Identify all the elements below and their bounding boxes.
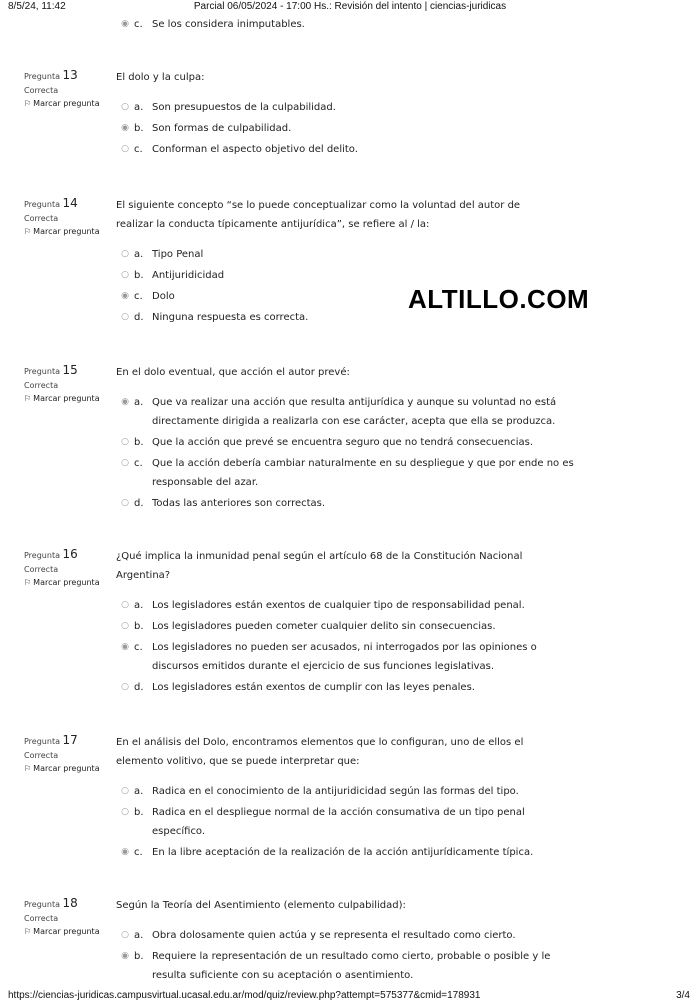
radio-icon[interactable]: ○	[121, 786, 129, 796]
radio-selected-icon[interactable]: ◉	[121, 642, 129, 652]
radio-icon[interactable]: ○	[121, 249, 129, 259]
question-info	[24, 196, 104, 236]
option-letter: c.	[134, 19, 143, 30]
option-letter: b.	[134, 621, 144, 632]
question-number: 18	[62, 896, 78, 910]
answer-option[interactable]	[120, 678, 580, 697]
option-letter: c.	[134, 847, 143, 858]
answer-option[interactable]	[120, 782, 580, 801]
option-text: Requiere la representación de un resultado como cierto, probable o posible y le resulta suficiente con su aceptación o asentimiento.	[152, 951, 551, 981]
question-number: 13	[62, 68, 78, 82]
radio-icon[interactable]: ○	[121, 807, 129, 817]
radio-icon[interactable]: ○	[121, 682, 129, 692]
answer-option[interactable]	[120, 98, 580, 117]
question-text: ¿Qué implica la inmunidad penal según el artículo 68 de la Constitución Nacional Argentina?	[116, 551, 523, 581]
answer-option[interactable]	[120, 926, 580, 945]
option-text: Los legisladores están exentos de cumplir con las leyes penales.	[152, 682, 475, 693]
question-info	[24, 896, 104, 936]
radio-icon[interactable]: ○	[121, 600, 129, 610]
question-label: Pregunta	[24, 367, 60, 376]
answer-option[interactable]	[120, 433, 580, 452]
answer-option[interactable]	[120, 140, 580, 159]
option-text: Ninguna respuesta es correcta.	[152, 312, 309, 323]
answer-option[interactable]	[120, 119, 580, 138]
option-text: En la libre aceptación de la realización de la acción antijurídicamente típica.	[152, 847, 534, 858]
option-letter: b.	[134, 807, 144, 818]
question-state: Correcta	[24, 86, 59, 95]
option-letter: b.	[134, 123, 144, 134]
question-number: 15	[62, 363, 78, 377]
radio-icon[interactable]: ○	[121, 930, 129, 940]
option-text: Obra dolosamente quien actúa y se representa el resultado como cierto.	[152, 930, 516, 941]
radio-selected-icon[interactable]: ◉	[121, 123, 129, 133]
question-label: Pregunta	[24, 551, 60, 560]
answer-list	[120, 926, 580, 987]
option-text: Son formas de culpabilidad.	[152, 123, 292, 134]
option-text: Los legisladores están exentos de cualquier tipo de responsabilidad penal.	[152, 600, 525, 611]
option-text: Que va realizar una acción que resulta antijurídica y aunque su voluntad no está directamente dirigida a realizarla con ese carácter, acepta que ella se produzca.	[152, 397, 557, 427]
question-state: Correcta	[24, 751, 59, 760]
option-text: Son presupuestos de la culpabilidad.	[152, 102, 336, 113]
radio-icon[interactable]: ○	[121, 102, 129, 112]
option-text: Tipo Penal	[152, 249, 204, 260]
question-info	[24, 68, 104, 108]
radio-selected-icon[interactable]: ◉	[121, 19, 129, 29]
radio-icon[interactable]: ○	[121, 437, 129, 447]
answer-option[interactable]	[120, 494, 580, 513]
flag-question-link[interactable]	[24, 99, 104, 108]
option-text: Radica en el despliegue normal de la acción consumativa de un tipo penal específico.	[152, 807, 525, 837]
question-state: Correcta	[24, 381, 59, 390]
answer-option[interactable]	[120, 617, 580, 636]
question-info	[24, 547, 104, 587]
flag-question-link[interactable]	[24, 764, 104, 773]
question-label: Pregunta	[24, 72, 60, 81]
question-text: Según la Teoría del Asentimiento (elemento culpabilidad):	[116, 900, 406, 911]
answer-option[interactable]	[120, 245, 580, 264]
option-letter: d.	[134, 498, 144, 509]
answer-list	[120, 245, 580, 329]
answer-list	[120, 98, 580, 161]
option-letter: b.	[134, 270, 144, 281]
radio-selected-icon[interactable]: ◉	[121, 397, 129, 407]
option-letter: c.	[134, 642, 143, 653]
option-letter: a.	[134, 600, 144, 611]
print-datetime: 8/5/24, 11:42	[8, 1, 66, 12]
option-letter: d.	[134, 312, 144, 323]
question-info	[24, 363, 104, 403]
flag-label: Marcar pregunta	[33, 578, 100, 587]
radio-icon[interactable]: ○	[121, 621, 129, 631]
print-url: https://ciencias-juridicas.campusvirtual.ucasal.edu.ar/mod/quiz/review.php?attempt=575377&cmid=178931	[8, 990, 481, 1001]
watermark: ALTILLO.COM	[408, 284, 590, 314]
answer-list	[120, 596, 580, 699]
option-letter: c.	[134, 144, 143, 155]
answer-option[interactable]	[120, 287, 580, 306]
flag-label: Marcar pregunta	[33, 394, 100, 403]
question-label: Pregunta	[24, 200, 60, 209]
option-text: Los legisladores no pueden ser acusados, ni interrogados por las opiniones o discursos emitidos durante el ejercicio de sus funciones legislativas.	[152, 642, 537, 672]
print-title: Parcial 06/05/2024 - 17:00 Hs.: Revisión del intento | ciencias-juridicas	[193, 1, 507, 12]
flag-label: Marcar pregunta	[33, 764, 100, 773]
radio-icon[interactable]: ○	[121, 312, 129, 322]
question-info	[24, 733, 104, 773]
option-letter: a.	[134, 397, 144, 408]
option-letter: a.	[134, 786, 144, 797]
option-text: Que la acción que prevé se encuentra seguro que no tendrá consecuencias.	[152, 437, 534, 448]
answer-option[interactable]	[120, 266, 580, 285]
question-label: Pregunta	[24, 737, 60, 746]
question-number: 16	[62, 547, 78, 561]
answer-option[interactable]	[120, 308, 580, 327]
flag-question-link[interactable]	[24, 394, 104, 403]
question-text: El siguiente concepto “se lo puede conceptualizar como la voluntad del autor de realizar la conducta típicamente antijurídica”, se refiere al / la:	[116, 200, 521, 230]
option-text: Que la acción debería cambiar naturalmente en su despliegue y que por ende no es responsable del azar.	[152, 458, 574, 488]
flag-question-link[interactable]	[24, 227, 104, 236]
question-label: Pregunta	[24, 900, 60, 909]
question-number: 17	[62, 733, 78, 747]
radio-selected-icon[interactable]: ◉	[121, 291, 129, 301]
radio-icon[interactable]: ○	[121, 498, 129, 508]
option-letter: a.	[134, 930, 144, 941]
question-text: En el análisis del Dolo, encontramos elementos que lo configuran, uno de ellos el elemento volitivo, que se puede interpretar que:	[116, 737, 524, 767]
option-text: Conforman el aspecto objetivo del delito.	[152, 144, 358, 155]
option-text: Los legisladores pueden cometer cualquier delito sin consecuencias.	[152, 621, 496, 632]
question-number: 14	[62, 196, 78, 210]
answer-option[interactable]	[120, 638, 580, 676]
flag-label: Marcar pregunta	[33, 227, 100, 236]
flag-question-link[interactable]	[24, 578, 104, 587]
radio-icon[interactable]: ○	[121, 270, 129, 280]
flag-label: Marcar pregunta	[33, 927, 100, 936]
answer-list	[120, 393, 580, 515]
flag-icon: ⚐	[24, 927, 32, 936]
flag-question-link[interactable]	[24, 927, 104, 936]
print-footer	[0, 988, 700, 1004]
option-text: Antijuridicidad	[152, 270, 225, 281]
option-text: Todas las anteriores son correctas.	[152, 498, 326, 509]
question-text: El dolo y la culpa:	[116, 72, 205, 83]
option-letter: a.	[134, 249, 144, 260]
print-header	[0, 0, 700, 14]
option-text: Radica en el conocimiento de la antijuridicidad según las formas del tipo.	[152, 786, 519, 797]
option-text: Dolo	[152, 291, 175, 302]
option-text: Se los considera inimputables.	[152, 19, 305, 30]
flag-icon: ⚐	[24, 394, 32, 403]
question-state: Correcta	[24, 565, 59, 574]
answer-list	[120, 782, 580, 864]
prev-question-tail	[120, 15, 580, 36]
question-state: Correcta	[24, 214, 59, 223]
radio-selected-icon[interactable]: ◉	[121, 847, 129, 857]
option-letter: d.	[134, 682, 144, 693]
answer-option[interactable]	[120, 393, 580, 431]
answer-option[interactable]	[120, 843, 580, 862]
answer-option[interactable]	[120, 596, 580, 615]
question-text: En el dolo eventual, que acción el autor prevé:	[116, 367, 350, 378]
flag-icon: ⚐	[24, 227, 32, 236]
option-letter: b.	[134, 951, 144, 962]
flag-icon: ⚐	[24, 578, 32, 587]
radio-icon[interactable]: ○	[121, 144, 129, 154]
radio-icon[interactable]: ○	[121, 458, 129, 468]
option-letter: c.	[134, 458, 143, 469]
answer-option[interactable]	[120, 454, 580, 492]
radio-selected-icon[interactable]: ◉	[121, 951, 129, 961]
answer-option[interactable]	[120, 947, 580, 985]
flag-icon: ⚐	[24, 99, 32, 108]
answer-option[interactable]	[120, 15, 580, 34]
option-letter: a.	[134, 102, 144, 113]
option-letter: c.	[134, 291, 143, 302]
option-letter: b.	[134, 437, 144, 448]
flag-icon: ⚐	[24, 764, 32, 773]
flag-label: Marcar pregunta	[33, 99, 100, 108]
question-state: Correcta	[24, 914, 59, 923]
answer-option[interactable]	[120, 803, 580, 841]
print-page-number: 3/4	[676, 990, 690, 1001]
